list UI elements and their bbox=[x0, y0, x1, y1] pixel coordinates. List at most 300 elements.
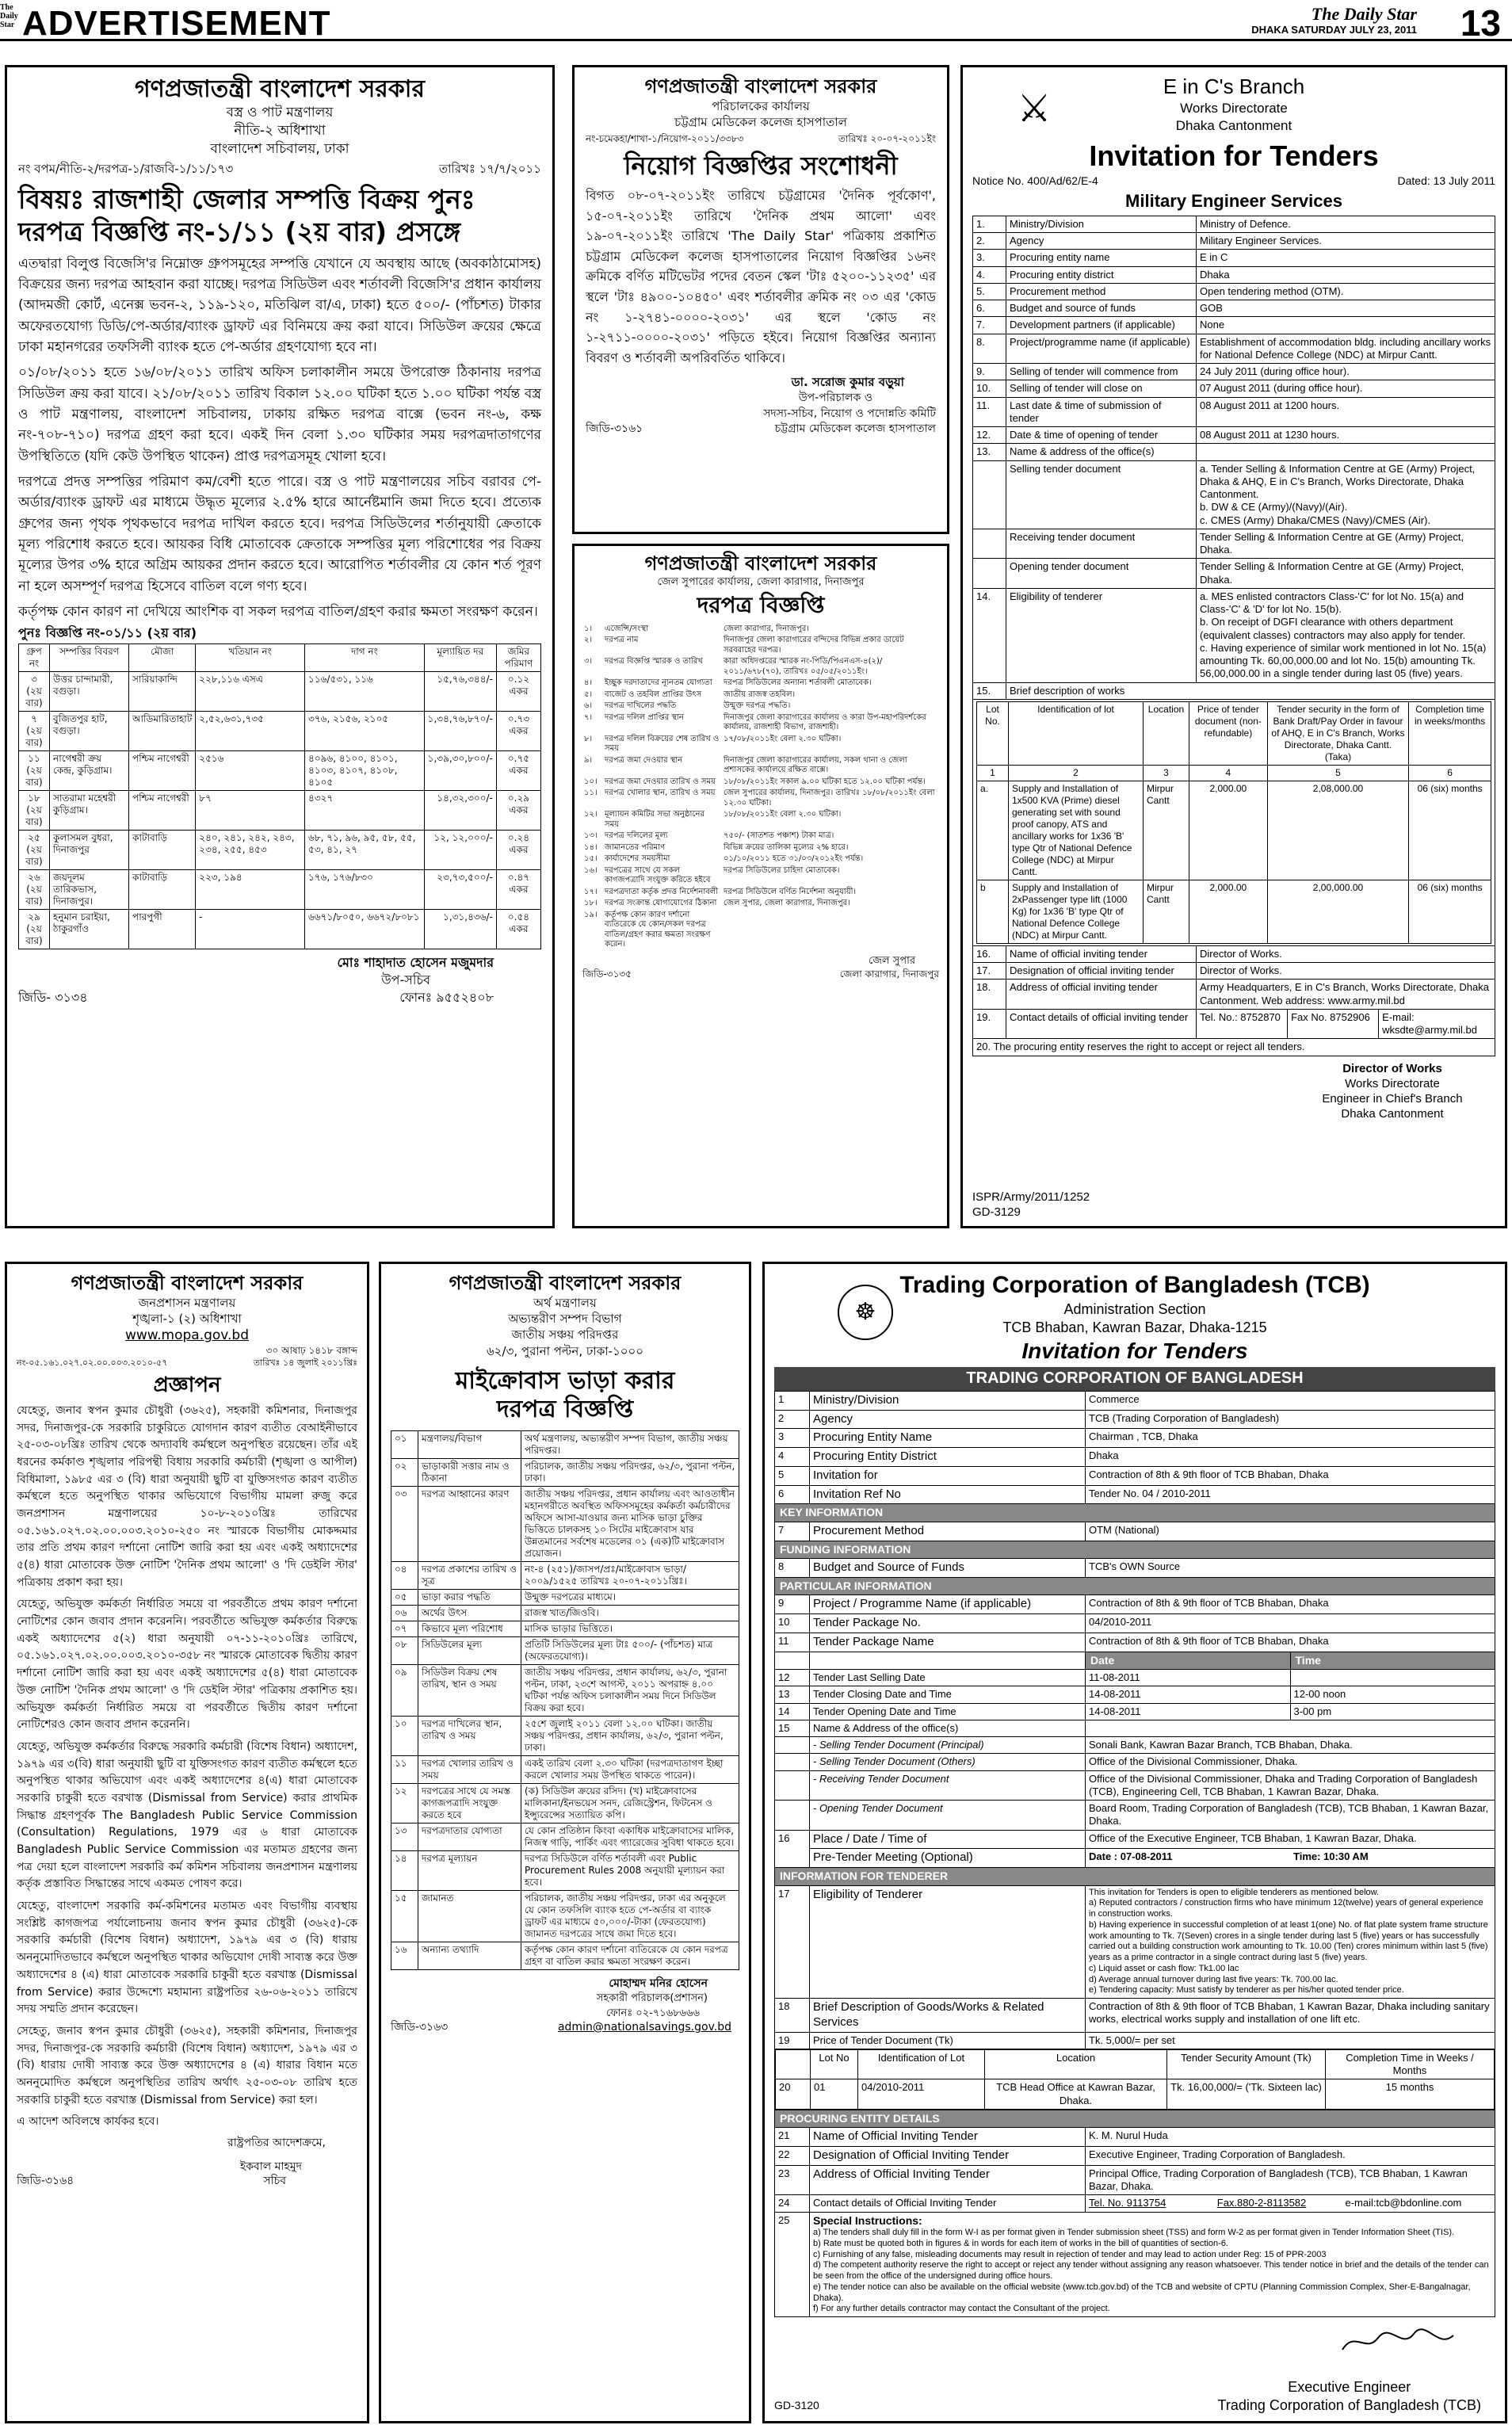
ad3-item-cell: দরপত্র জমা দেওয়ার স্থান bbox=[605, 755, 683, 765]
ad4-item-cell: Agency bbox=[1006, 233, 1197, 250]
ad-mopa-notification bbox=[5, 1262, 369, 2423]
ad4-email: E-mail: wksdte@army.mil.bd bbox=[1382, 1010, 1477, 1037]
ad7-signature bbox=[1218, 2378, 1482, 2415]
ad7-item-cell: Project / Programme Name (if applicable) bbox=[810, 1595, 1086, 1614]
ad3-item-cell: জেল সুপার, জেলা কারাগার, দিনাজপুর। bbox=[724, 899, 850, 908]
ad4-item-row bbox=[973, 250, 1495, 266]
ad7-item-cell: Principal Office, Trading Corporation of Bangladesh (TCB), TCB Bhaban, 1 Kawran Bazar, Dhaka. bbox=[1086, 2165, 1495, 2195]
ad7-lot-col: Location bbox=[985, 2049, 1167, 2079]
ad1-subject2: দরপত্র বিজ্ঞপ্তি নং-১/১১ (২য় বার) প্রসঙ্গে bbox=[18, 216, 461, 248]
ad4-opening-label: Opening tender document bbox=[1006, 559, 1197, 589]
ad7-item-row bbox=[775, 2147, 1495, 2166]
ad6-item-row bbox=[391, 1605, 739, 1621]
ad1-prop-cell: ৬৬৭১/৮০৫০, ৬৬৭২/৮০৮১ bbox=[305, 909, 425, 949]
ad3-item-row bbox=[582, 910, 939, 951]
ad7-item-row bbox=[775, 1614, 1495, 1633]
ad7-funding-band: FUNDING INFORMATION bbox=[775, 1541, 1495, 1559]
ad3-item-cell: দরপত্র দলিল বিক্রয়ের শেষ তারিখ ও সময় bbox=[605, 734, 720, 754]
ad6-item-cell: দরপত্রের সাথে যে সমস্ত কাগজপত্রাদি সংযুক্ত করতে হবে bbox=[418, 1783, 521, 1823]
ad7-r17-b: b) Having experience in successful completion of at least 1(one) No. of flat plate system frame structure work amounting to Tk. 7(Seven) crores in a single tender during last 5 (five) years or has successfully carried out a building construction work amounting to Tk. 10.00 (Ten) crores minimum within last 5 (five) years as a prime contractor in a single contract during last 5 (five) years. bbox=[1089, 1919, 1488, 1963]
ad4-lot-cell: a. bbox=[977, 781, 1009, 880]
ad3-item-cell: দিনাজপুর জেলা কারাগারের কার্যালয় ও কারা উপ-মহাপরিদর্শকের কার্যালয়, রাজশাহী বিভাগ, রাজশাহী। bbox=[724, 712, 926, 732]
ad3-item-row bbox=[582, 712, 939, 734]
ad5-web[interactable]: www.mopa.gov.bd bbox=[124, 1327, 250, 1344]
ad4-lot-cell: 2,000.00 bbox=[1189, 880, 1267, 943]
ad5-memo: নং-০৫.১৬১.০২৭.০২.০০.০০৩.২০১০-৫৭ bbox=[17, 1357, 168, 1368]
ad7-item-cell: Designation of Official Inviting Tender bbox=[810, 2147, 1086, 2166]
ad1-prop-cell: নাগেশ্বরী ক্রয় কেন্দ্র, কুড়িগ্রাম। bbox=[50, 750, 129, 790]
ad5-para4: যেহেতু, বাংলাদেশ সরকারি কর্ম-কমিশনের মতামত এবং বিভাগীয় ব্যবস্থায় সংশ্লিষ্ট কাগজপত্র পর্যালোচনায় জনাব স্বপন কুমার চৌধুরী (৩৬২৫)-কে সরকারি কর্মচারী (বিশেষ বিধান) অধ্যাদেশ, ১৯৭৯ এর ৩ (বি) ধারায় অননুমোদিতভাবে কর্মস্থলে অনুপস্থিত থাকার অভিযোগ দোষী সাব্যস্ত করে উক্ত অধ্যাদেশের ৪ (এ) ধারা মোতাবেক সরকারি চাকুরী হতে বরখাস্ত (Dismissal from Service) করার উদ্দেশ্যে মহামান্য রাষ্ট্রপতির ২৬-০৬-২০১১ তারিখে সদয় সম্মতি প্রদান করেছেন। bbox=[17, 1900, 357, 2016]
ad1-col-header: খতিয়ান নং bbox=[196, 643, 305, 671]
ad1-para1: এতদ্বারা বিলুপ্ত বিজেসি'র নিম্নোক্ত গ্রুপসমূহের সম্পত্তি যেখানে যে অবস্থায় আছে (অবকাঠামোসহ) বিক্রয়ের জন্য দরপত্র আহবান করা যাচ্ছে। দরপত্র সিডিউল এবং শর্তাবলী বিজেসি'র প্রধান কার্যালয় (আদমজী কোর্ট, এনেক্স ভবন-২, ১১৯-১২০, মতিঝিল বা/এ, ঢাকা) হতে ৫০০/- (পাঁচশত) টাকার অফেরতযোগ্য ডিডি/পে-অর্ডার/ব্যাংক ড্রাফট এর বিনিময়ে ক্রয় করা যাবে। সিডিউল ক্রয়ের ক্ষেত্রে ঢাকা মহানগরের তফসিলী ব্যাংক হতে পে-অর্ডার গ্রহণযোগ্য হবে না। bbox=[18, 255, 541, 355]
ad1-col-header: মূল্যায়িত দর bbox=[424, 643, 496, 671]
ad7-r13-date: 14-08-2011 bbox=[1089, 1688, 1141, 1701]
ad1-memo: নং বপম/নীতি-২/দরপত্র-১/রাজবি-১/১১/১৭৩ bbox=[18, 161, 234, 176]
ad4-lot-row bbox=[977, 781, 1491, 880]
ad-recruitment-correction bbox=[572, 65, 949, 534]
ad5-ministry: জনপ্রশাসন মন্ত্রণালয় bbox=[138, 1295, 236, 1310]
ad6-item-row bbox=[391, 1636, 739, 1664]
ad7-r14-no: 14 bbox=[775, 1703, 810, 1720]
ad4-item-cell: 7. bbox=[973, 317, 1006, 334]
ad6-item-row bbox=[391, 1621, 739, 1636]
ad3-item-cell: দিনাজপুর জেলা কারাগারের বন্দিদের বিভিন্ন প্রকার ডায়েট সরবরাহের দরপত্র। bbox=[724, 636, 904, 655]
ad4-code1: ISPR/Army/2011/1252 bbox=[972, 1190, 1090, 1204]
ad4-lot-cell: Mirpur Cantt bbox=[1144, 880, 1189, 943]
ad4-item-cell: 10. bbox=[973, 380, 1006, 397]
ad5-branch: শৃঙ্খলা-১ (২) অধিশাখা bbox=[132, 1312, 242, 1327]
ad1-prop-cell: উত্তর চান্দামারী, বগুড়া। bbox=[50, 671, 129, 711]
ad7-office-row bbox=[775, 1770, 1495, 1801]
ad4-item-cell: 16. bbox=[973, 945, 1006, 962]
ad-jail-tender bbox=[572, 544, 949, 1228]
ad7-item-cell: Name of Official Inviting Tender bbox=[810, 2128, 1086, 2147]
ad6-item-cell: দরপত্র সিডিউলে বর্ণিত শর্তাবলী এবং Public Procurement Rules 2008 অনুযায়ী মূল্যায়ন করা হবে। bbox=[521, 1850, 739, 1890]
ad4-sign1: Director of Works bbox=[1342, 1061, 1442, 1075]
ad7-row-15 bbox=[775, 1720, 1495, 1736]
ad3-item-cell: দরপত্র খোলার স্থান, তারিখ ও সময় bbox=[605, 789, 716, 798]
ad4-item-cell: Establishment of accommodation bldg. including ancillary works for National Defence College (NDC) at Mirpur Cantt. bbox=[1197, 334, 1495, 364]
ad4-item-cell: Director of Works. bbox=[1197, 945, 1495, 962]
ad7-r13-label: Tender Closing Date and Time bbox=[810, 1686, 1086, 1703]
ad6-addr: ৬২/৩, পুরানা পল্টন, ঢাকা-১০০০ bbox=[487, 1343, 643, 1358]
ad3-item-cell: ৪। bbox=[584, 678, 593, 688]
ad6-item-cell: ১৬ bbox=[391, 1942, 418, 1969]
ad7-item-row bbox=[775, 1522, 1495, 1541]
ad-microbus-tender bbox=[379, 1262, 751, 2423]
ad3-item-cell: ১১। bbox=[584, 789, 598, 798]
ad4-item-row bbox=[973, 216, 1495, 232]
ad1-phone: ফোনঃ ৯৫৫২৪০৮ bbox=[399, 989, 494, 1005]
ad4-item-cell: Selling of tender will close on bbox=[1006, 380, 1197, 397]
ad5-gov: গণপ্রজাতন্ত্রী বাংলাদেশ সরকার bbox=[71, 1272, 304, 1294]
ad7-office-val: Board Room, Trading Corporation of Bangladesh (TCB), TCB Bhaban, 1 Kawran Bazar, Dhaka. bbox=[1086, 1801, 1495, 1831]
ad3-item-cell: দরপত্রের সাথে যে সকল কাগজপত্রাদি সংযুক্ত করিতে হইবে bbox=[605, 865, 711, 885]
crossed-swords-icon: ⚔ bbox=[1017, 86, 1052, 131]
ad2-signer-t2: সদস্য-সচিব, নিয়োগ ও পদোন্নতি কমিটি bbox=[763, 407, 936, 420]
ad6-signer-t: সহকারী পরিচালক(প্রশাসন) bbox=[596, 1992, 708, 2005]
ad5-signer-t: সচিব bbox=[263, 2175, 286, 2188]
ad4-tel: Tel. No.: 8752870 bbox=[1197, 1010, 1288, 1039]
ad1-prop-cell: ০.১২ একর bbox=[496, 671, 540, 711]
ad1-para3: দরপত্রে প্রদত্ত সম্পত্তির পরিমাণ কম/বেশী হতে পারে। বস্ত্র ও পাট মন্ত্রণালয়ের সচিব বরাবর পে-অর্ডার/ব্যাংক ড্রাফট এর মাধ্যমে উদ্ধৃত মূল্যের ২.৫% হারে আর্নেষ্টমানি জমা দিতে হবে। প্রত্যেক গ্রুপের জন্য পৃথক পৃথকভাবে দরপত্র দাখিল করতে হবে। দরপত্র সিডিউলের শর্তানুযায়ী ক্রেতাকে মূল্য পরিশোধ করতে হবে। আয়কর বিধি মোতাবেক ক্রেতাকে সম্পত্তির মূল্য পরিশোধের পর বিক্রয় মূল্যের উপর ৩% হারে অগ্রিম আয়কর প্রদান করতে হবে। আরোপিত শর্তাবলীর যে কোন শর্ত পূরণ না হলে অসম্পূর্ণ দরপত্র হিসেবে বাতিল বলে গণ্য হবে। bbox=[18, 473, 541, 594]
ad6-item-cell: ০৭ bbox=[391, 1621, 418, 1636]
ad7-office-val: Office of the Divisional Commissioner, Dhaka. bbox=[1086, 1754, 1495, 1770]
ad6-item-row bbox=[391, 1755, 739, 1783]
ad3-item-row bbox=[582, 854, 939, 865]
ad1-prop-cell: ১২, ১২,০০০/- bbox=[424, 830, 496, 869]
section-title: ADVERTISEMENT bbox=[22, 4, 331, 43]
ad4-works-no: 15. bbox=[973, 682, 1006, 699]
ad7-r16-no: 16 bbox=[775, 1830, 810, 1868]
ad3-item-row bbox=[582, 842, 939, 854]
ad4-dir: Works Directorate bbox=[1180, 101, 1288, 116]
ad6-item-row bbox=[391, 1486, 739, 1561]
ad7-office-val: Office of the Divisional Commissioner, Dhaka and Trading Corporation of Bangladesh (TCB), Engineering Cell, TCB Bhaban, 1 Kawran Bazar, Dhaka. bbox=[1086, 1770, 1495, 1801]
ad3-footer bbox=[582, 968, 939, 980]
ad7-item-cell: Tender Package No. bbox=[810, 1614, 1086, 1633]
ad7-r15-val bbox=[1086, 1720, 1495, 1736]
ad4-lot-col-header: Lot No. bbox=[977, 701, 1009, 765]
ad4-item-cell: Development partners (if applicable) bbox=[1006, 317, 1197, 334]
ad1-code: জিডি- ৩১৩৪ bbox=[18, 989, 88, 1005]
ad7-item-cell: Procuring Entity District bbox=[810, 1448, 1086, 1467]
ad6-signer: মোহাম্মদ মনির হোসেন bbox=[609, 1976, 708, 1990]
ad4-item-row bbox=[973, 963, 1495, 980]
ad4-branch: E in C's Branch bbox=[1163, 74, 1305, 98]
ad7-r25-no: 25 bbox=[775, 2212, 810, 2317]
ad6-phone: ফোনঃ ০২-৭১৬৮৬৬৬ bbox=[605, 2007, 700, 2019]
ad4-item-row bbox=[973, 980, 1495, 1010]
ad1-prop-cell: ২৫১৬ bbox=[196, 750, 305, 790]
page-header bbox=[0, 0, 1512, 44]
ad7-r12-label: Tender Last Selling Date bbox=[810, 1670, 1086, 1686]
ad7-item-cell: Chairman , TCB, Dhaka bbox=[1086, 1429, 1495, 1448]
ad7-lot-col: Lot No bbox=[811, 2049, 858, 2079]
ad1-prop-cell: ১৪,৩২,৩০০/- bbox=[424, 790, 496, 830]
ad1-prop-cell: ২৬ (২য় বার) bbox=[19, 869, 50, 909]
ad1-ministry: বস্ত্র ও পাট মন্ত্রণালয় bbox=[226, 105, 334, 120]
ad3-item-cell: দরপত্র সিডিউলের চাহিদা মোতাবেক। bbox=[724, 865, 840, 875]
ad6-item-cell: ১২ bbox=[391, 1783, 418, 1823]
ad1-subject1: বিষয়ঃ রাজশাহী জেলার সম্পত্তি বিক্রয় পুনঃ bbox=[18, 184, 475, 215]
ad3-item-row bbox=[582, 624, 939, 636]
ad3-item-cell: ১। bbox=[584, 624, 593, 633]
ad7-item-cell: 1 bbox=[775, 1391, 810, 1410]
ad6-ministry: অর্থ মন্ত্রণালয় bbox=[533, 1295, 597, 1310]
ad4-item-cell bbox=[1197, 444, 1495, 460]
ad1-gov: গণপ্রজাতন্ত্রী বাংলাদেশ সরকার bbox=[135, 75, 425, 103]
ad7-office-blank bbox=[775, 1801, 810, 1831]
ad1-prop-cell: বুজিতপুর হাট, বগুড়া। bbox=[50, 711, 129, 750]
ad7-title: Invitation for Tenders bbox=[1021, 1339, 1248, 1364]
ad3-item-row bbox=[582, 809, 939, 831]
ad6-code: জিডি-৩১৬৩ bbox=[391, 2020, 449, 2034]
ad1-prop-cell: সারিয়াকান্দি bbox=[129, 671, 196, 711]
ad4-selling-a: a. Tender Selling & Information Centre at GE (Army) Project, Dhaka & AHQ, E in C's Branch, Works Directorate, Dhaka Cantonment. bbox=[1200, 462, 1476, 501]
ad4-lot-cell: 2,08,000.00 bbox=[1267, 781, 1409, 880]
ad4-lot-col-header: Tender security in the form of Bank Draft/Pay Order in favour of AHQ, E in C's Branch, Works Directorate, Dhaka Cantt. (Taka) bbox=[1267, 701, 1409, 765]
ad3-item-cell: কারা অধিদপ্তরের স্মারক নং-পিডি/পিএনএস-৪(২)/২০১১/৬৭৮(৭০), তারিখঃ ০৫/০৫/২০১১ইং। bbox=[724, 657, 883, 676]
ad4-item-row bbox=[973, 444, 1495, 460]
ad3-item-cell: ১৬। bbox=[584, 865, 598, 875]
ad6-item-cell: জাতীয় সঞ্চয় পরিদপ্তর, প্রধান কার্যালয়, ৬২/৩, পুরানা পল্টন, ঢাকা, ২৩শে আগস্ট, ২০১১ অপরাহ্ন ৪.০০ ঘটিকা পর্যন্ত অফিস চলাকালীন সময় দিনে সিডিউল বিক্রয় করা হবে। bbox=[521, 1664, 739, 1716]
ad7-item-row bbox=[775, 1466, 1495, 1485]
ad3-item-cell: দরপত্র নাম bbox=[605, 636, 639, 645]
ad1-prop-cell: ০.৭৩ একর bbox=[496, 711, 540, 750]
ad4-item-cell: 1. bbox=[973, 216, 1006, 232]
ad4-lot-cell: Supply and Installation of 2xPassenger type lift (1000 Kg) for 1x36 'B' type Qtr of National Defence College (NDC) at Mirpur Cantt. bbox=[1009, 880, 1144, 943]
ad6-item-cell: দরপত্র প্রকাশের তারিখ ও সূত্র bbox=[418, 1561, 521, 1589]
ad3-item-row bbox=[582, 831, 939, 842]
ad4-works-label: Brief description of works bbox=[1006, 682, 1495, 699]
ad1-prop-cell: ১১৬/৫৩১, ১১৬ bbox=[305, 671, 425, 711]
ad4-item-row bbox=[973, 300, 1495, 317]
ad4-item-cell: 8. bbox=[973, 334, 1006, 364]
ad1-signer-title: উপ-সচিব bbox=[381, 972, 430, 988]
ad3-item-cell: ১০। bbox=[584, 777, 598, 786]
ad1-prop-row bbox=[19, 790, 541, 830]
ad1-prop-cell: ০.২৯ একর bbox=[496, 790, 540, 830]
ad7-item-cell: Tender No. 04 / 2010-2011 bbox=[1086, 1485, 1495, 1504]
ad1-prop-cell: ২,৫২,৬৩১,৭৩৫ bbox=[196, 711, 305, 750]
ad4-item-cell: Ministry/Division bbox=[1006, 216, 1197, 232]
ad6-item-cell: ০৯ bbox=[391, 1664, 418, 1716]
ad1-address: বাংলাদেশ সচিবালয়, ঢাকা bbox=[210, 140, 349, 157]
ad2-footer bbox=[586, 422, 936, 437]
ad4-item-row bbox=[973, 397, 1495, 427]
ad3-item-row bbox=[582, 656, 939, 678]
ad4-dated: Dated: 13 July 2011 bbox=[1397, 174, 1495, 187]
ad6-item-cell: পরিচালক, জাতীয় সঞ্চয় পরিদপ্তর, ৬২/৩, পুরানা পল্টন, ঢাকা। bbox=[521, 1458, 739, 1486]
ad7-item-cell: Commerce bbox=[1086, 1391, 1495, 1410]
ad7-sign2: Trading Corporation of Bangladesh (TCB) bbox=[1217, 2396, 1481, 2413]
ad5-date2: তারিখঃ ১৪ জুলাই ২০১১খ্রিঃ bbox=[253, 1357, 357, 1368]
ad3-item-cell: ৭৫০/- (সাতশত পঞ্চাশ) টাকা মাত্র। bbox=[724, 831, 834, 841]
ad7-r20-time: 15 months bbox=[1326, 2079, 1495, 2110]
ad7-key-band: KEY INFORMATION bbox=[775, 1504, 1495, 1522]
ad3-item-cell: জেল সুপারের কার্যালয়, দিনাজপুর। তারিখঃ ১৮/০৮/২০১১ইং বেলা ১২.৩০ ঘটিকা। bbox=[724, 789, 935, 808]
ad7-pretender-date: Date : 07-08-2011 bbox=[1089, 1850, 1173, 1863]
ad7-r24-no: 24 bbox=[775, 2195, 810, 2212]
ad6-item-cell: ০৮ bbox=[391, 1636, 418, 1664]
ad4-elig-b: b. On receipt of DGFI clearance with others department (equivalent classes) contractors may also apply for tender. bbox=[1200, 616, 1466, 641]
ad3-item-cell: ৮। bbox=[584, 734, 593, 743]
ad5-para2: যেহেতু, অভিযুক্ত কর্মকর্তা নির্ধারিত সময়ে বা পরবর্তীতে প্রথম কারণ দর্শানো নোটিশের কোন জবাব প্রদান করেননি। পরবর্তীতে অভিযুক্ত কর্মকর্তার বিরুদ্ধে একই অধ্যাদেশের ৫(২) ধারা অনুযায়ী ০৭-১১-২০১০খ্রিঃ তারিখে, ০৫.১৬১.০২৭.০২.০০.০০৩.২০১০-৩৫৮ নং স্মারকে মোতাবেক দ্বিতীয় কারণ দর্শানো নোটিশ জারি করা হয় এবং একই অধ্যাদেশের ৫(৪) ধারা মোতাবেক উক্ত নোটিশ 'দৈনিক প্রথম আলো' ও 'দি ডেইলি স্টার' পত্রিকায় প্রকাশিত হয়। অভিযুক্ত কর্মকর্তা নির্ধারিত সময়ে বা পরবর্তীতে দ্বিতীয় কারণ দর্শানো নোটিশেরও কোন জবাব প্রদান করেননি। bbox=[17, 1598, 357, 1732]
ad3-item-row bbox=[582, 678, 939, 689]
ad4-item-cell: 9. bbox=[973, 364, 1006, 380]
ad4-row-opening bbox=[973, 559, 1495, 589]
ad7-office-row bbox=[775, 1754, 1495, 1770]
ad3-item-cell: দরপত্র বিজ্ঞপ্তি স্মারক ও তারিখ bbox=[605, 657, 703, 666]
ad7-item-cell: K. M. Nurul Huda bbox=[1086, 2128, 1495, 2147]
ad1-col-header: দাগ নং bbox=[305, 643, 425, 671]
ad5-para6: এ আদেশ অবিলম্বে কার্যকর হবে। bbox=[17, 2115, 159, 2129]
ad7-special-e: e) The tender notice can also be available on the official website (www.tcb.gov.bd) of the TCB and website of CPTU (Planning Commission Complex, Sher-E-Bangalnagar, Dhaka). bbox=[813, 2282, 1471, 2303]
ad4-item-row bbox=[973, 266, 1495, 283]
ad5-para5: সেহেতু, জনাব স্বপন কুমার চৌধুরী (৩৬২৫), সহকারী কমিশনার, দিনাজপুর সদর, দিনাজপুর-কে সরকারি কর্মচারী (বিশেষ বিধান) অধ্যাদেশ, ১৯৭৯ এর ৩ (বি) ধারায় দোষী সাব্যস্ত করে উক্ত অধ্যাদেশের ৪ (এ) ধারার বিধান মতে অননুমোদিত কর্মস্থলে অনুপস্থিতির তারিখ অর্থাৎ ২৫-০৩-০৮ তারিখ হতে সরকারি চাকুরী হতে বরখাস্ত (Dismissal from Service) করা হল। bbox=[17, 2024, 357, 2106]
ad4-item-row bbox=[973, 233, 1495, 250]
ad7-office-label: - Opening Tender Document bbox=[810, 1801, 1086, 1831]
ad3-item-cell: ৭। bbox=[584, 712, 593, 722]
ad6-item-cell: কিভাবে মূল্য পরিশোধ bbox=[418, 1621, 521, 1636]
ad6-item-row bbox=[391, 1561, 739, 1589]
ad4-elig-no: 14. bbox=[973, 588, 1006, 682]
ad4-lot-cell: Mirpur Cantt bbox=[1144, 781, 1189, 880]
ad4-lot-cell: 06 (six) months bbox=[1409, 880, 1491, 943]
ad3-office: জেল সুপারের কার্যালয়, জেলা কারাগার, দিনাজপুর bbox=[657, 575, 865, 588]
masthead: The Daily Star bbox=[1311, 4, 1417, 24]
ad4-lot-row bbox=[977, 880, 1491, 943]
ad4-elig-c: c. Having experience of similar work mentioned in lot No. 15(a) amounting Tk. 60,00,000.00 and lot No. 15(b) amounting Tk. 56,00,000.00 in a single tender during last 05 (five) years. bbox=[1200, 641, 1487, 680]
ad7-lot-table bbox=[775, 2049, 1495, 2110]
ad7-r13-time: 12-00 noon bbox=[1290, 1686, 1495, 1702]
ad7-row-25 bbox=[775, 2212, 1495, 2317]
ad4-item-cell: 08 August 2011 at 1200 hours. bbox=[1197, 397, 1495, 427]
ad6-item-cell: দরপত্র মূল্যায়ন bbox=[418, 1850, 521, 1890]
ad3-code: জিডি-৩১৩৫ bbox=[582, 968, 632, 980]
ad7-r15-no: 15 bbox=[775, 1720, 810, 1736]
ad1-prop-cell: সাতরামা মহেশ্বরী কুড়িগ্রাম। bbox=[50, 790, 129, 830]
ad3-item-row bbox=[582, 865, 939, 887]
ad7-r12-time bbox=[1290, 1670, 1495, 1686]
ad7-r14-time: 3-00 pm bbox=[1290, 1704, 1495, 1720]
ad7-office-row bbox=[775, 1801, 1495, 1831]
ad7-lot-col: Tender Security Amount (Tk) bbox=[1167, 2049, 1326, 2079]
ad4-selling-label: Selling tender document bbox=[1006, 460, 1197, 529]
ad7-r15-label: Name & Address of the office(s) bbox=[810, 1720, 1086, 1736]
ad7-r17-d: d) Average annual turnover during last five years: Tk. 700.00 lac. bbox=[1089, 1974, 1338, 1984]
ad6-item-cell: মাসিক ভাড়ার ভিত্তিতে। bbox=[521, 1621, 739, 1636]
ad4-item-cell: 11. bbox=[973, 397, 1006, 427]
ad3-item-cell: দিনাজপুর জেলা কারাগারের কার্যালয়, সকল থানা ও জেলা প্রশাসকের কার্যালয়ে রক্ষিত বাক্সে। bbox=[724, 755, 907, 775]
ad4-item-cell: Open tendering method (OTM). bbox=[1197, 283, 1495, 300]
ad7-section: Administration Section bbox=[1063, 1301, 1206, 1318]
ad4-lot-cell: 2,000.00 bbox=[1189, 781, 1267, 880]
ad7-r20-loc: TCB Head Office at Kawran Bazar, Dhaka. bbox=[985, 2079, 1167, 2110]
ad3-item-cell: ১২। bbox=[584, 810, 598, 819]
ad7-r19-no: 19 bbox=[775, 2032, 810, 2049]
ad6-item-row bbox=[391, 1823, 739, 1850]
ad4-item-cell: 08 August 2011 at 1230 hours. bbox=[1197, 427, 1495, 444]
ad1-prop-row bbox=[19, 869, 541, 909]
ad-eic-tender bbox=[960, 65, 1507, 1228]
ad7-procuring-band: PROCURING ENTITY DETAILS bbox=[775, 2110, 1495, 2128]
ad2-memo: নং-চমেকহা/শাখা-১/নিয়োগ-২০১১/৩৩৮৩ bbox=[586, 133, 744, 145]
ad2-date: তারিখঃ ২০-০৭-২০১১ইং bbox=[838, 133, 936, 145]
ad3-item-cell: জাতীয় রাজস্ব তহবিল। bbox=[724, 689, 796, 699]
ad6-item-cell: দরপত্রদাতার যোগ্যতা bbox=[418, 1823, 521, 1850]
ad4-lot-num-header: 1 bbox=[977, 765, 1009, 781]
ad6-item-cell: জাতীয় সঞ্চয় পরিদপ্তর, প্রধান কার্যালয় এবং আওতাধীন মহানগরীতে অবস্থিত অফিসসমূহের কর্মকর্তা কর্মচারীদের অফিসে আসা-যাওয়ার জন্য মাসিক ভাড়া চুক্তির ভিত্তিতে চালকসহ ১০ সিটের মাইক্রোবাস যার উন্নতমানের সর্বশেষ মডেলের ০১ (এক)টি মাইক্রোবাস প্রয়োজন। bbox=[521, 1486, 739, 1561]
ad4-item-cell: None bbox=[1197, 317, 1495, 334]
ad6-item-cell: (ক) সিডিউল ক্রয়ের রসিদ। (খ) মাইক্রোবাসের মালিকানা/ইনভয়েস সনদ, রেজিস্ট্রেশন, ফিটনেস ও ইন্স্যুরেন্সের সত্যায়িত কপি। bbox=[521, 1783, 739, 1823]
ad6-item-cell: পরিচালক, জাতীয় সঞ্চয় পরিদপ্তর, ঢাকা এর অনুকূলে যে কোন তফসিলি ব্যাংক হতে পে-অর্ডার বা ব্যাংক ড্রাফট এর মাধ্যমে ৫০,০০০/-টাকা (ফেরতযোগ্য) জামানত দরপত্রের সাথে জমা দিতে হবে। bbox=[521, 1890, 739, 1942]
ad7-code: GD-3120 bbox=[774, 2399, 819, 2412]
ad7-row-16 bbox=[775, 1830, 1495, 1849]
ad7-office-row bbox=[775, 1737, 1495, 1754]
ad6-email[interactable]: admin@nationalsavings.gov.bd bbox=[557, 2020, 731, 2034]
ad6-item-row bbox=[391, 1942, 739, 1969]
ad3-item-row bbox=[582, 788, 939, 809]
ad4-fax: Fax No. 8752906 bbox=[1288, 1010, 1379, 1039]
ad4-lot-num-header: 2 bbox=[1009, 765, 1144, 781]
ad4-item-cell: Project/programme name (if applicable) bbox=[1006, 334, 1197, 364]
ad7-special-c: c) Furnishing of any false, misleading documents may result in rejection of tender and may lead to action under Reg: 15 of PPR-2003 bbox=[813, 2249, 1327, 2259]
ad7-item-row bbox=[775, 1633, 1495, 1652]
ad7-item-cell: Address of Official Inviting Tender bbox=[810, 2165, 1086, 2195]
ad7-row-12 bbox=[775, 1670, 1495, 1686]
ad3-item-cell: দরপত্র সিডিউলের অন্যান্য শর্তাবলী মোতাবেক। bbox=[724, 678, 872, 688]
ad4-lot-cell: 2,00,000.00 bbox=[1267, 880, 1409, 943]
ad1-prop-cell: জয়দূলম তারিকভাস, দিনাজপুর। bbox=[50, 869, 129, 909]
ad4-item-cell: 17. bbox=[973, 963, 1006, 980]
ad3-item-row bbox=[582, 635, 939, 656]
ad7-r18-val: Contraction of 8th & 9th floor of TCB Bhaban, 1 Kawran Bazar, Dhaka including sanitary works, electrical works supply and installation of one lift etc. bbox=[1086, 1999, 1495, 2033]
ad3-item-row bbox=[582, 734, 939, 755]
ad1-para2: ০১/০৮/২০১১ হতে ১৬/০৮/২০১১ তারিখ অফিস চলাকালীন সময়ে উপরোক্ত ঠিকানায় দরপত্র সিডিউল ক্রয় করা যাবে। ২১/০৮/২০১১ তারিখ বিকাল ১২.০০ ঘটিকা হতে ১.০০ ঘটিকা পর্যন্ত বস্ত্র ও পাট মন্ত্রণালয়, বাংলাদেশ সচিবালয়, ঢাকায় রক্ষিত দরপত্র বাক্সে (ভবন নং-৬, কক্ষ নং-৭০৮-৭১০) দরপত্র গ্রহণ করা হবে। একই দিন বেলা ১.৩০ ঘটিকার সময় দরপত্রদাতাগণের উপস্থিতিতে (যদি কেউ উপস্থিত থাকেন) প্রাপ্ত দরপত্রসমূহ খোলা হবে। bbox=[18, 365, 541, 464]
ad7-r13-no: 13 bbox=[775, 1686, 810, 1703]
ad6-item-cell: অর্থের উৎস bbox=[418, 1605, 521, 1621]
ad4-contact-no: 19. bbox=[973, 1009, 1006, 1039]
ad4-item-cell: Name & address of the office(s) bbox=[1006, 444, 1197, 460]
ad4-sign2: Works Directorate bbox=[1345, 1076, 1440, 1090]
ad4-item-cell: 12. bbox=[973, 427, 1006, 444]
ad7-r20-security: Tk. 16,00,000/= ('Tk. Sixteen lac) bbox=[1167, 2079, 1326, 2110]
ad7-row-13 bbox=[775, 1686, 1495, 1703]
ad1-branch: নীতি-২ অধিশাখা bbox=[234, 122, 326, 139]
ad7-r16-label: Place / Date / Time of bbox=[810, 1830, 1086, 1849]
ad2-memo-row bbox=[586, 133, 936, 145]
ad4-notice-row bbox=[972, 174, 1495, 189]
ad4-notice: Notice No. 400/Ad/62/E-4 bbox=[972, 174, 1098, 187]
ad4-item-row bbox=[973, 364, 1495, 380]
ad7-r14-date: 14-08-2011 bbox=[1089, 1705, 1141, 1717]
ad3-item-cell: দরপত্র দলিল প্রাপ্তির স্থান bbox=[605, 712, 684, 722]
ad3-signer-t: জেলা কারাগার, দিনাজপুর bbox=[839, 968, 939, 980]
ad7-item-cell: Invitation for bbox=[810, 1466, 1086, 1485]
ad3-item-row bbox=[582, 701, 939, 712]
ad4-title: Invitation for Tenders bbox=[1089, 139, 1379, 172]
ad6-item-cell: ০৫ bbox=[391, 1589, 418, 1605]
ad7-item-cell: 2 bbox=[775, 1410, 810, 1429]
ad1-col-header: গ্রুপ নং bbox=[19, 643, 50, 671]
ad7-special-b: b) Rate must be quoted both in figures & in words for each item of works in the bill of quantities of section-6. bbox=[813, 2238, 1228, 2248]
ad1-prop-cell: ৮৭ bbox=[196, 790, 305, 830]
ad4-opening-val: Tender Selling & Information Centre at GE (Army) Project, Dhaka. bbox=[1197, 559, 1495, 589]
ad3-item-cell: ১৭। bbox=[584, 887, 598, 896]
ad7-office-blank bbox=[775, 1754, 810, 1770]
ad7-r17-label: Eligibility of Tenderer bbox=[810, 1885, 1086, 1999]
ad1-col-header: মৌজা bbox=[129, 643, 196, 671]
ad4-sign3: Engineer in Chief's Branch bbox=[1322, 1092, 1463, 1106]
ad7-r19-val: Tk. 5,000/= per set bbox=[1086, 2032, 1495, 2049]
ad7-r17-e: e) Tendering capacity: Must satisfy by tenderer as per his/her quoted tender price. bbox=[1089, 1985, 1404, 1995]
ad7-special-f: f) For any further details contractor may contact the Consultant of the project. bbox=[813, 2304, 1110, 2314]
ad7-item-cell: 21 bbox=[775, 2128, 810, 2147]
ad7-item-row bbox=[775, 1559, 1495, 1578]
ad7-item-cell: 3 bbox=[775, 1429, 810, 1448]
ad4-item-cell: Name of official inviting tender bbox=[1006, 945, 1197, 962]
ad4-item-row bbox=[973, 427, 1495, 444]
ad7-special-d: d) The competent authority reserve the right to accept or reject any tender without assigning any reason whatsoever. This tender notice in brief and the details of the tender can be seen from the office of the undersigned during office hours. bbox=[813, 2260, 1489, 2282]
ad7-office-blank bbox=[775, 1737, 810, 1754]
ad1-prop-cell: ৩৭৬, ২১৫৬, ২১০৫ bbox=[305, 711, 425, 750]
ad7-r24-mail[interactable]: e-mail:tcb@bdonline.com bbox=[1345, 2197, 1462, 2209]
ad3-item-cell: ০১/১০/২০১১ হতে ৩১/০৩/২০১২ইং পর্যন্ত। bbox=[724, 854, 864, 864]
ad4-lot-col-header: Completion time in weeks/months bbox=[1409, 701, 1491, 765]
ad7-r19-label: Price of Tender Document (Tk) bbox=[810, 2032, 1086, 2049]
